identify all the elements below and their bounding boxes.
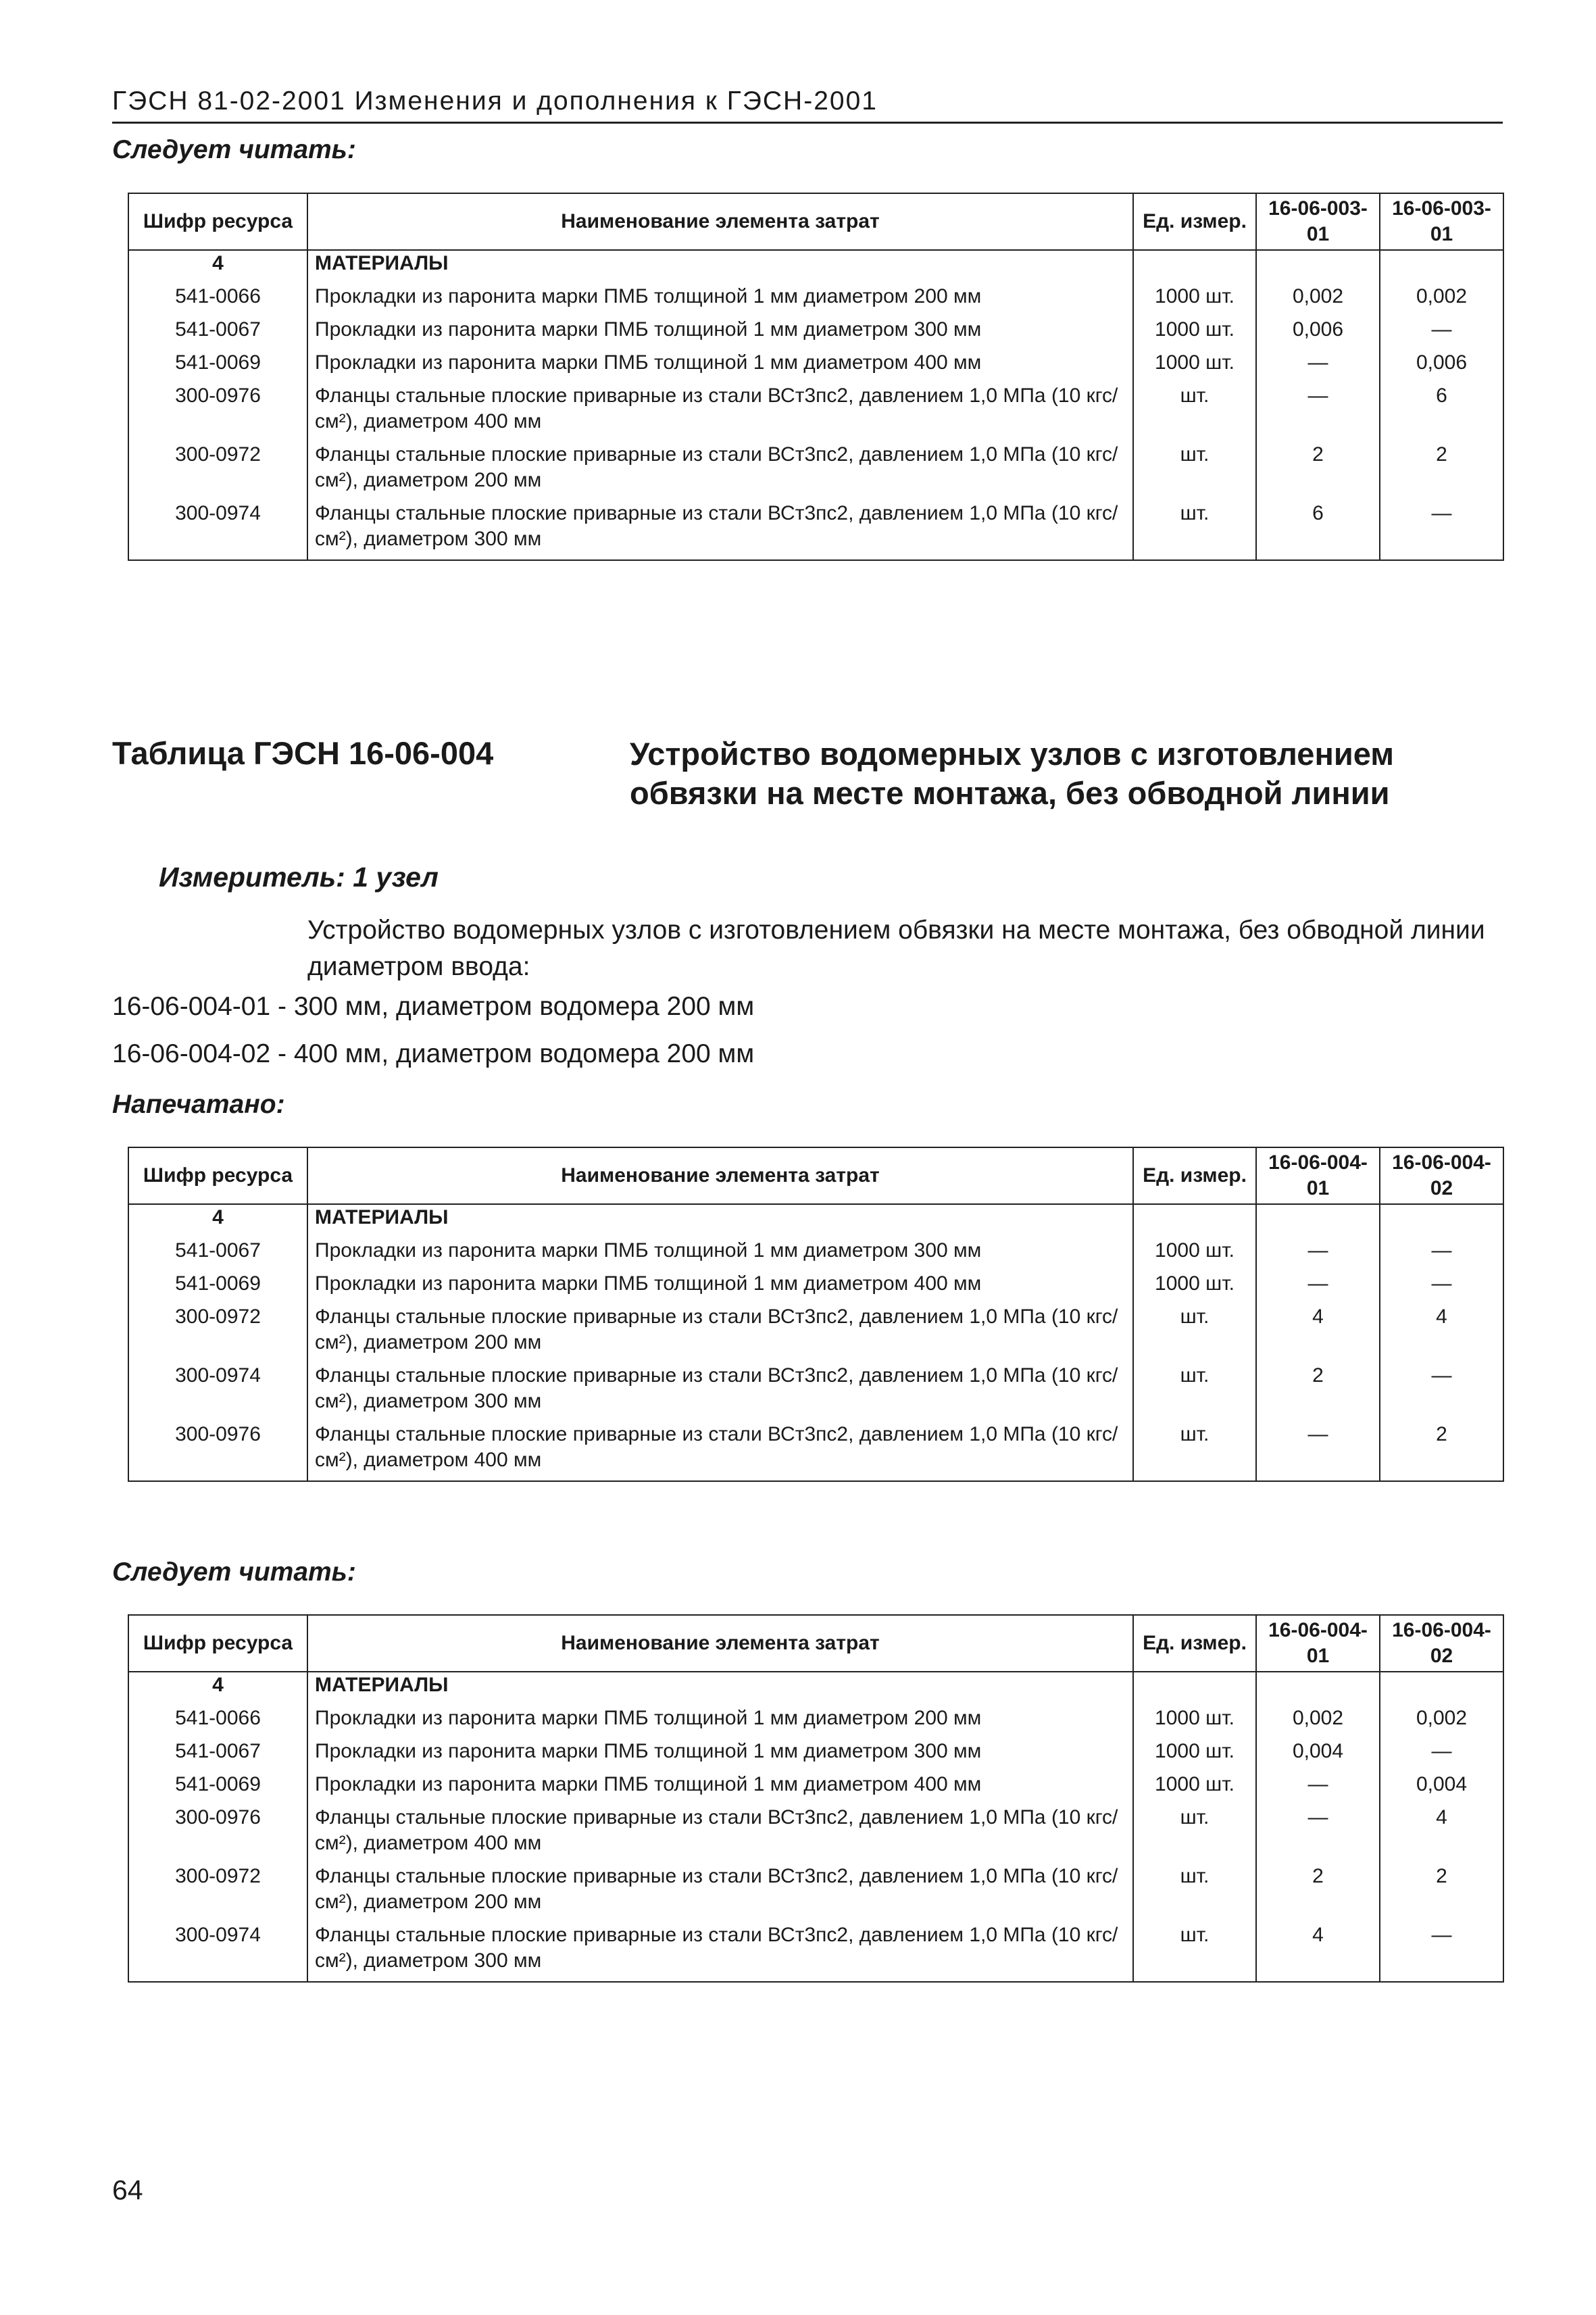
unit-cell: шт. — [1133, 1363, 1256, 1422]
column-header-unit: Ед. измер. — [1133, 1147, 1256, 1204]
value-cell-2: 2 — [1380, 442, 1503, 501]
resource-code: 541-0069 — [128, 1772, 307, 1805]
value-cell-2: 0,002 — [1380, 1706, 1503, 1739]
cost-element-name: Прокладки из паронита марки ПМБ толщиной 1 мм диаметром 400 мм — [307, 350, 1133, 383]
printed-label: Напечатано: — [112, 1090, 285, 1119]
value-cell-1: 4 — [1256, 1922, 1380, 1982]
empty-cell — [1256, 1204, 1380, 1238]
value-cell-2: 0,006 — [1380, 350, 1503, 383]
cost-element-name: Фланцы стальные плоские приварные из стали ВСт3пс2, давлением 1,0 МПа (10 кгс/см²), диаметром 400 мм — [307, 383, 1133, 442]
value-cell-2: 4 — [1380, 1304, 1503, 1363]
group-row — [128, 1672, 1503, 1706]
column-header-unit: Ед. измер. — [1133, 193, 1256, 250]
unit-cell: шт. — [1133, 1864, 1256, 1922]
should-read-label-1: Следует читать: — [112, 135, 356, 164]
value-cell-1: 2 — [1256, 1363, 1380, 1422]
table-should-read-004 — [128, 1614, 1504, 1983]
table-row — [128, 501, 1503, 560]
table-row — [128, 284, 1503, 317]
table-row — [128, 1363, 1503, 1422]
table-row — [128, 1238, 1503, 1271]
value-cell-2: — — [1380, 1363, 1503, 1422]
resource-code: 541-0067 — [128, 1238, 307, 1271]
value-cell-2: 0,002 — [1380, 284, 1503, 317]
resource-code: 300-0976 — [128, 383, 307, 442]
value-cell-2: — — [1380, 1238, 1503, 1271]
empty-cell — [1380, 1204, 1503, 1238]
empty-cell — [1133, 250, 1256, 284]
unit-cell: 1000 шт. — [1133, 317, 1256, 350]
column-header-value-1: 16-06-004-01 — [1256, 1615, 1380, 1672]
unit-cell: 1000 шт. — [1133, 284, 1256, 317]
table-row — [128, 1922, 1503, 1982]
unit-cell: шт. — [1133, 383, 1256, 442]
column-header-unit: Ед. измер. — [1133, 1615, 1256, 1672]
cost-element-name: Прокладки из паронита марки ПМБ толщиной 1 мм диаметром 200 мм — [307, 284, 1133, 317]
variant-01: 16-06-004-01 - 300 мм, диаметром водомера 200 мм — [112, 992, 755, 1021]
cost-element-name: Фланцы стальные плоские приварные из стали ВСт3пс2, давлением 1,0 МПа (10 кгс/см²), диаметром 300 мм — [307, 501, 1133, 560]
table-row — [128, 1304, 1503, 1363]
unit-cell: 1000 шт. — [1133, 1706, 1256, 1739]
cost-element-name: Фланцы стальные плоские приварные из стали ВСт3пс2, давлением 1,0 МПа (10 кгс/см²), диаметром 200 мм — [307, 1304, 1133, 1363]
value-cell-2: — — [1380, 501, 1503, 560]
unit-cell: шт. — [1133, 501, 1256, 560]
value-cell-2: — — [1380, 317, 1503, 350]
column-header-code: Шифр ресурса — [128, 1615, 307, 1672]
table-row — [128, 317, 1503, 350]
table-should-read-003 — [128, 193, 1504, 561]
empty-cell — [1256, 250, 1380, 284]
column-header-value-2: 16-06-004-02 — [1380, 1147, 1503, 1204]
value-cell-1: 0,004 — [1256, 1739, 1380, 1772]
resource-code: 300-0972 — [128, 442, 307, 501]
unit-cell: шт. — [1133, 1422, 1256, 1481]
cost-element-name: Прокладки из паронита марки ПМБ толщиной 1 мм диаметром 400 мм — [307, 1772, 1133, 1805]
unit-cell: 1000 шт. — [1133, 1739, 1256, 1772]
column-header-name: Наименование элемента затрат — [307, 193, 1133, 250]
column-header-name: Наименование элемента затрат — [307, 1615, 1133, 1672]
meter-label: Измеритель: 1 узел — [159, 862, 439, 893]
unit-cell: шт. — [1133, 442, 1256, 501]
value-cell-2: 0,004 — [1380, 1772, 1503, 1805]
value-cell-1: — — [1256, 1238, 1380, 1271]
cost-element-name: Прокладки из паронита марки ПМБ толщиной 1 мм диаметром 300 мм — [307, 1238, 1133, 1271]
column-header-name: Наименование элемента затрат — [307, 1147, 1133, 1204]
column-header-value-2: 16-06-004-02 — [1380, 1615, 1503, 1672]
table-row — [128, 1739, 1503, 1772]
table-row — [128, 1772, 1503, 1805]
table-header-row — [128, 1147, 1503, 1204]
page-header: ГЭСН 81-02-2001 Изменения и дополнения к ГЭСН-2001 — [112, 86, 1503, 124]
column-header-code: Шифр ресурса — [128, 1147, 307, 1204]
cost-element-name: Прокладки из паронита марки ПМБ толщиной 1 мм диаметром 300 мм — [307, 1739, 1133, 1772]
value-cell-1: 2 — [1256, 1864, 1380, 1922]
empty-cell — [1380, 250, 1503, 284]
table-row — [128, 383, 1503, 442]
resource-code: 541-0067 — [128, 1739, 307, 1772]
cost-element-name: Фланцы стальные плоские приварные из стали ВСт3пс2, давлением 1,0 МПа (10 кгс/см²), диаметром 300 мм — [307, 1363, 1133, 1422]
cost-element-name: Фланцы стальные плоские приварные из стали ВСт3пс2, давлением 1,0 МПа (10 кгс/см²), диаметром 400 мм — [307, 1805, 1133, 1864]
empty-cell — [1380, 1672, 1503, 1706]
table-header-row — [128, 193, 1503, 250]
cost-element-name: Прокладки из паронита марки ПМБ толщиной 1 мм диаметром 400 мм — [307, 1271, 1133, 1304]
resource-code: 300-0976 — [128, 1805, 307, 1864]
resource-code: 300-0976 — [128, 1422, 307, 1481]
value-cell-2: — — [1380, 1922, 1503, 1982]
table-id: Таблица ГЭСН 16-06-004 — [112, 735, 494, 771]
empty-cell — [1133, 1204, 1256, 1238]
cost-element-name: Фланцы стальные плоские приварные из стали ВСт3пс2, давлением 1,0 МПа (10 кгс/см²), диаметром 200 мм — [307, 442, 1133, 501]
resource-code: 541-0066 — [128, 284, 307, 317]
resource-code: 300-0972 — [128, 1864, 307, 1922]
cost-element-name: Фланцы стальные плоские приварные из стали ВСт3пс2, давлением 1,0 МПа (10 кгс/см²), диаметром 300 мм — [307, 1922, 1133, 1982]
value-cell-1: 4 — [1256, 1304, 1380, 1363]
value-cell-1: 2 — [1256, 442, 1380, 501]
value-cell-1: 0,006 — [1256, 317, 1380, 350]
group-name: МАТЕРИАЛЫ — [307, 1672, 1133, 1706]
cost-element-name: Прокладки из паронита марки ПМБ толщиной 1 мм диаметром 300 мм — [307, 317, 1133, 350]
unit-cell: шт. — [1133, 1922, 1256, 1982]
variant-02: 16-06-004-02 - 400 мм, диаметром водомера 200 мм — [112, 1039, 755, 1068]
value-cell-1: 0,002 — [1256, 1706, 1380, 1739]
table-row — [128, 1805, 1503, 1864]
unit-cell: шт. — [1133, 1304, 1256, 1363]
resource-code: 300-0972 — [128, 1304, 307, 1363]
unit-cell: 1000 шт. — [1133, 1772, 1256, 1805]
value-cell-1: — — [1256, 1805, 1380, 1864]
resource-code: 541-0069 — [128, 350, 307, 383]
value-cell-2: 2 — [1380, 1864, 1503, 1922]
value-cell-1: 0,002 — [1256, 284, 1380, 317]
table-row — [128, 1706, 1503, 1739]
value-cell-2: 2 — [1380, 1422, 1503, 1481]
unit-cell: 1000 шт. — [1133, 350, 1256, 383]
page-number: 64 — [112, 2174, 143, 2206]
value-cell-1: — — [1256, 1772, 1380, 1805]
unit-cell: 1000 шт. — [1133, 1271, 1256, 1304]
table-row — [128, 350, 1503, 383]
group-code: 4 — [128, 1672, 307, 1706]
resource-code: 300-0974 — [128, 1922, 307, 1982]
column-header-value-1: 16-06-004-01 — [1256, 1147, 1380, 1204]
empty-cell — [1133, 1672, 1256, 1706]
value-cell-2: — — [1380, 1271, 1503, 1304]
cost-element-name: Фланцы стальные плоские приварные из стали ВСт3пс2, давлением 1,0 МПа (10 кгс/см²), диаметром 200 мм — [307, 1864, 1133, 1922]
table-header-row — [128, 1615, 1503, 1672]
table-description: Устройство водомерных узлов с изготовлением обвязки на месте монтажа, без обводной линии диаметром ввода: — [307, 916, 1485, 981]
value-cell-1: 6 — [1256, 501, 1380, 560]
group-row — [128, 250, 1503, 284]
resource-code: 541-0069 — [128, 1271, 307, 1304]
resource-code: 541-0066 — [128, 1706, 307, 1739]
group-code: 4 — [128, 250, 307, 284]
group-code: 4 — [128, 1204, 307, 1238]
column-header-code: Шифр ресурса — [128, 193, 307, 250]
value-cell-2: 6 — [1380, 383, 1503, 442]
table-printed-004 — [128, 1147, 1504, 1482]
group-row — [128, 1204, 1503, 1238]
table-heading: Устройство водомерных узлов с изготовлением обвязки на месте монтажа, без обводной линии — [630, 736, 1395, 811]
table-row — [128, 1864, 1503, 1922]
group-name: МАТЕРИАЛЫ — [307, 1204, 1133, 1238]
resource-code: 300-0974 — [128, 501, 307, 560]
value-cell-1: — — [1256, 350, 1380, 383]
empty-cell — [1256, 1672, 1380, 1706]
unit-cell: 1000 шт. — [1133, 1238, 1256, 1271]
table-row — [128, 1422, 1503, 1481]
cost-element-name: Прокладки из паронита марки ПМБ толщиной 1 мм диаметром 200 мм — [307, 1706, 1133, 1739]
value-cell-1: — — [1256, 1422, 1380, 1481]
column-header-value-2: 16-06-003-01 — [1380, 193, 1503, 250]
should-read-label-2: Следует читать: — [112, 1558, 356, 1587]
group-name: МАТЕРИАЛЫ — [307, 250, 1133, 284]
table-row — [128, 442, 1503, 501]
column-header-value-1: 16-06-003-01 — [1256, 193, 1380, 250]
value-cell-2: — — [1380, 1739, 1503, 1772]
resource-code: 541-0067 — [128, 317, 307, 350]
value-cell-1: — — [1256, 1271, 1380, 1304]
resource-code: 300-0974 — [128, 1363, 307, 1422]
table-row — [128, 1271, 1503, 1304]
value-cell-2: 4 — [1380, 1805, 1503, 1864]
value-cell-1: — — [1256, 383, 1380, 442]
cost-element-name: Фланцы стальные плоские приварные из стали ВСт3пс2, давлением 1,0 МПа (10 кгс/см²), диаметром 400 мм — [307, 1422, 1133, 1481]
unit-cell: шт. — [1133, 1805, 1256, 1864]
